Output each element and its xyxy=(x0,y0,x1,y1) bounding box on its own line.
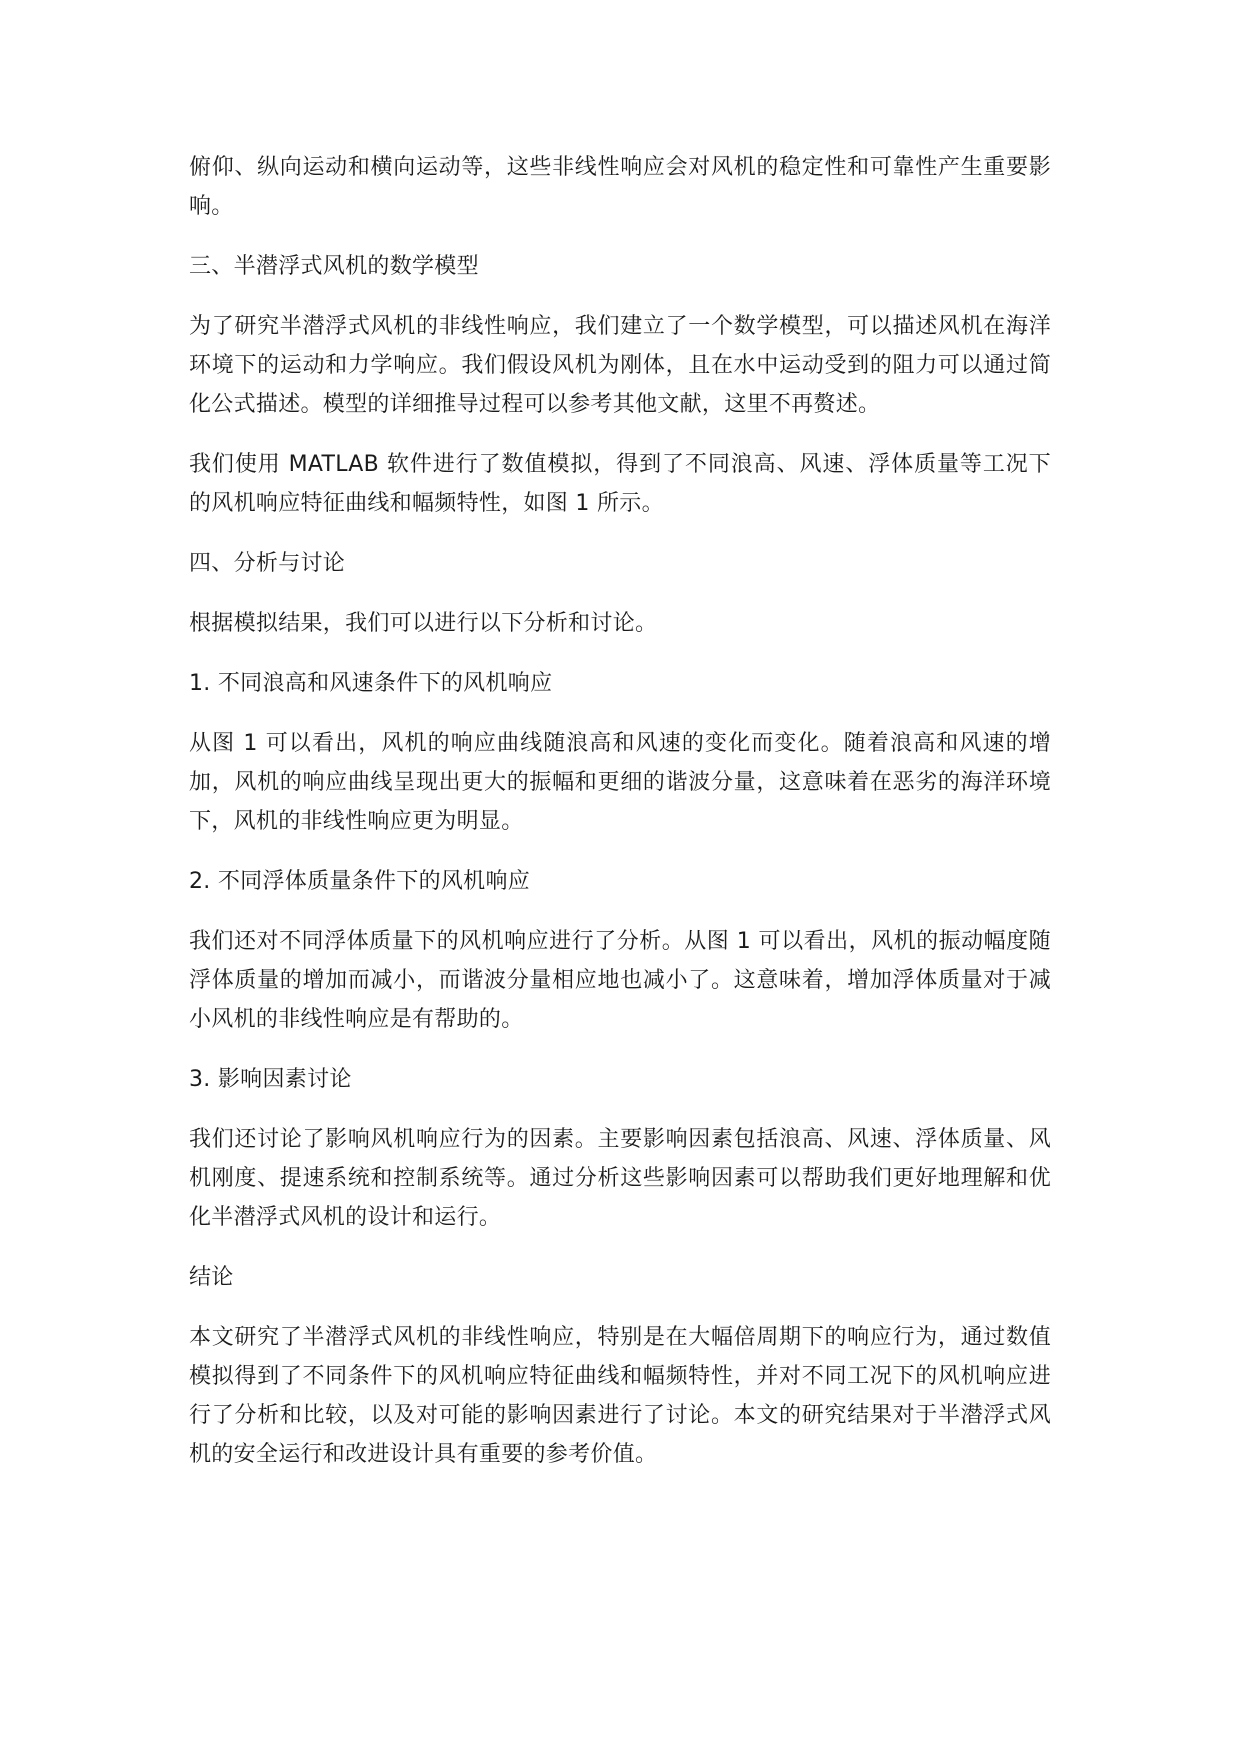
subsection-heading-3: 3. 影响因素讨论 xyxy=(189,1067,352,1092)
body-paragraph: 我们还讨论了影响风机响应行为的因素。主要影响因素包括浪高、风速、浮体质量、风机刚度、提速系统和控制系统等。通过分析这些影响因素可以帮助我们更好地理解和优化半潜浮式风机的设计和运行。 xyxy=(189,1127,1051,1230)
subsection-heading-1: 1. 不同浪高和风速条件下的风机响应 xyxy=(189,671,553,696)
body-paragraph: 我们使用 MATLAB 软件进行了数值模拟，得到了不同浪高、风速、浮体质量等工况下的风机响应特征曲线和幅频特性，如图 1 所示。 xyxy=(189,452,1051,516)
section-heading-3: 三、半潜浮式风机的数学模型 xyxy=(189,254,479,279)
body-paragraph: 从图 1 可以看出，风机的响应曲线随浪高和风速的变化而变化。随着浪高和风速的增加，风机的响应曲线呈现出更大的振幅和更细的谐波分量，这意味着在恶劣的海洋环境下，风机的非线性响应更为明显。 xyxy=(189,731,1051,834)
body-paragraph: 为了研究半潜浮式风机的非线性响应，我们建立了一个数学模型，可以描述风机在海洋环境下的运动和力学响应。我们假设风机为刚体，且在水中运动受到的阻力可以通过简化公式描述。模型的详细推导过程可以参考其他文献，这里不再赘述。 xyxy=(189,314,1051,417)
body-paragraph: 我们还对不同浮体质量下的风机响应进行了分析。从图 1 可以看出，风机的振动幅度随浮体质量的增加而减小，而谐波分量相应地也减小了。这意味着，增加浮体质量对于减小风机的非线性响应是有帮助的。 xyxy=(189,929,1051,1032)
body-paragraph: 俯仰、纵向运动和横向运动等，这些非线性响应会对风机的稳定性和可靠性产生重要影响。 xyxy=(189,155,1051,219)
body-paragraph: 本文研究了半潜浮式风机的非线性响应，特别是在大幅倍周期下的响应行为，通过数值模拟得到了不同条件下的风机响应特征曲线和幅频特性，并对不同工况下的风机响应进行了分析和比较，以及对可能的影响因素进行了讨论。本文的研究结果对于半潜浮式风机的安全运行和改进设计具有重要的参考价值。 xyxy=(189,1325,1051,1467)
conclusion-heading: 结论 xyxy=(189,1265,234,1290)
body-paragraph: 根据模拟结果，我们可以进行以下分析和讨论。 xyxy=(189,611,658,636)
subsection-heading-2: 2. 不同浮体质量条件下的风机响应 xyxy=(189,869,531,894)
document-page xyxy=(189,148,1051,1495)
section-heading-4: 四、分析与讨论 xyxy=(189,551,346,576)
